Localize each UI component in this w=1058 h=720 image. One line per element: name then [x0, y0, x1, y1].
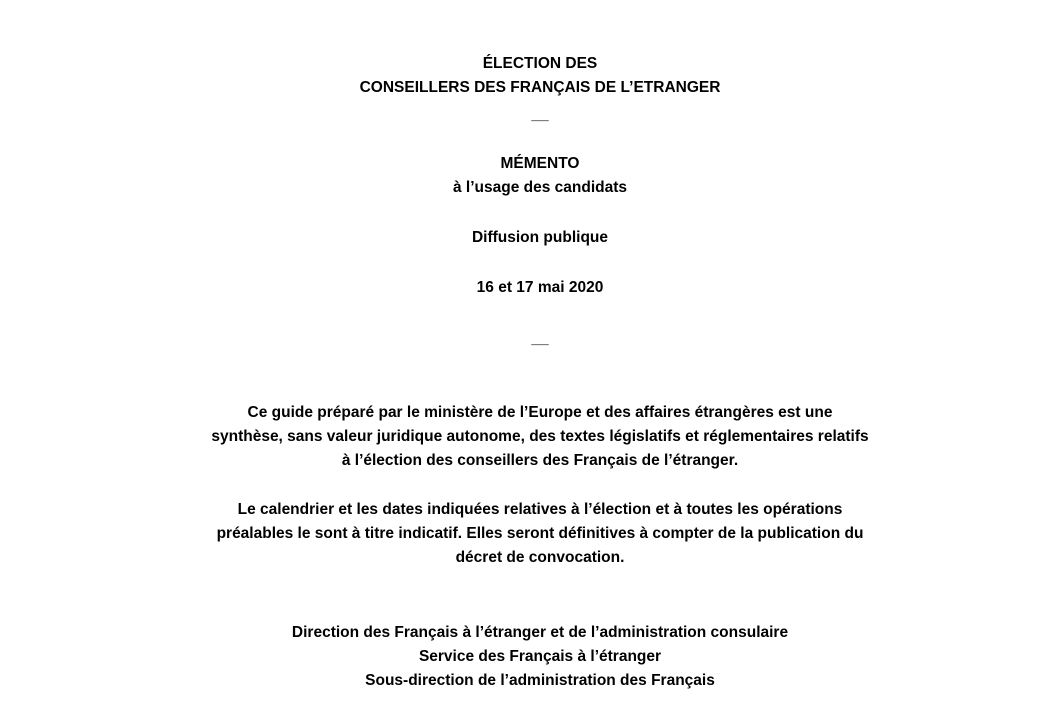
- subtitle-memento: MÉMENTO: [500, 155, 580, 172]
- paragraph-2-line-2: préalables le sont à titre indicatif. Elles seront définitives à compter de la publication du: [216, 525, 864, 542]
- paragraph-1-line-1: Ce guide préparé par le ministère de l’Europe et des affaires étrangères est une: [247, 404, 833, 421]
- separator-2: __: [531, 330, 549, 347]
- title-line-2: CONSEILLERS DES FRANÇAIS DE L’ETRANGER: [359, 79, 721, 96]
- footer-line-3: Sous-direction de l’administration des Français: [365, 672, 715, 689]
- subtitle-usage: à l’usage des candidats: [452, 179, 627, 196]
- paragraph-2-line-1: Le calendrier et les dates indiquées relatives à l’élection et à toutes les opérations: [237, 501, 843, 518]
- election-date: 16 et 17 mai 2020: [476, 279, 604, 296]
- paragraph-1-line-2: synthèse, sans valeur juridique autonome, des textes législatifs et réglementaires relatifs: [211, 428, 869, 445]
- diffusion-label: Diffusion publique: [471, 229, 609, 246]
- footer-line-1: Direction des Français à l’étranger et de l’administration consulaire: [291, 624, 789, 641]
- paragraph-2-line-3: décret de convocation.: [455, 549, 625, 566]
- footer-line-2: Service des Français à l’étranger: [418, 648, 662, 665]
- title-line-1: ÉLECTION DES: [482, 55, 598, 72]
- paragraph-1-line-3: à l’élection des conseillers des Français de l’étranger.: [341, 452, 739, 469]
- separator-1: __: [531, 106, 549, 123]
